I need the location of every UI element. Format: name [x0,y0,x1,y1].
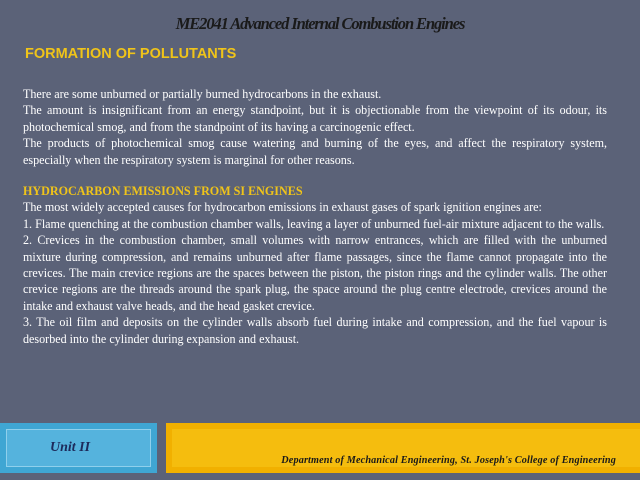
paragraph-gap [23,168,607,183]
department-label: Department of Mechanical Engineering, St. Joseph's College of Engineering [281,455,616,466]
unit-label: Unit II [50,440,91,455]
paragraph-hydrocarbons-intro: There are some unburned or partially burned hydrocarbons in the exhaust. [23,87,382,101]
cause-flame-quenching: 1. Flame quenching at the combustion chamber walls, leaving a layer of unburned fuel-air mixture adjacent to the walls. [23,216,605,231]
paragraph-causes-intro: The most widely accepted causes for hydrocarbon emissions in exhaust gases of spark ignition engines are: [23,200,542,215]
paragraph-photochemical-smog: The products of photochemical smog cause watering and burning of the eyes, and affect the respiratory system, especially when the respiratory system is marginal for other reasons. [23,136,607,167]
section-title: FORMATION OF POLLUTANTS [25,46,237,62]
course-title: ME2041 Advanced Internal Combustion Engines [175,14,465,33]
subheading-si-engines: HYDROCARBON EMISSIONS FROM SI ENGINES [23,184,303,199]
slide-body [23,86,607,347]
paragraph-objectionable: The amount is insignificant from an energy standpoint, but it is objectionable from the viewpoint of its odour, its photochemical smog, and from the standpoint of its having a carcinogenic effect. [23,103,607,134]
cause-oil-film: 3. The oil film and deposits on the cylinder walls absorb fuel during intake and compression, and the fuel vapour is desorbed into the cylinder during expansion and exhaust. [23,315,607,346]
cause-crevices: 2. Crevices in the combustion chamber, small volumes with narrow entrances, which are filled with the unburned mixture during compression, and remains unburned after flame passages, since the flame cannot propagate into the crevices. The main crevice regions are the spaces between the piston, the piston rings and the cylinder walls. The other crevice regions are the threads around the spark plug, the space around the plug centre electrode, crevices around the intake and exhaust valve heads, and the head gasket crevice. [23,233,607,313]
